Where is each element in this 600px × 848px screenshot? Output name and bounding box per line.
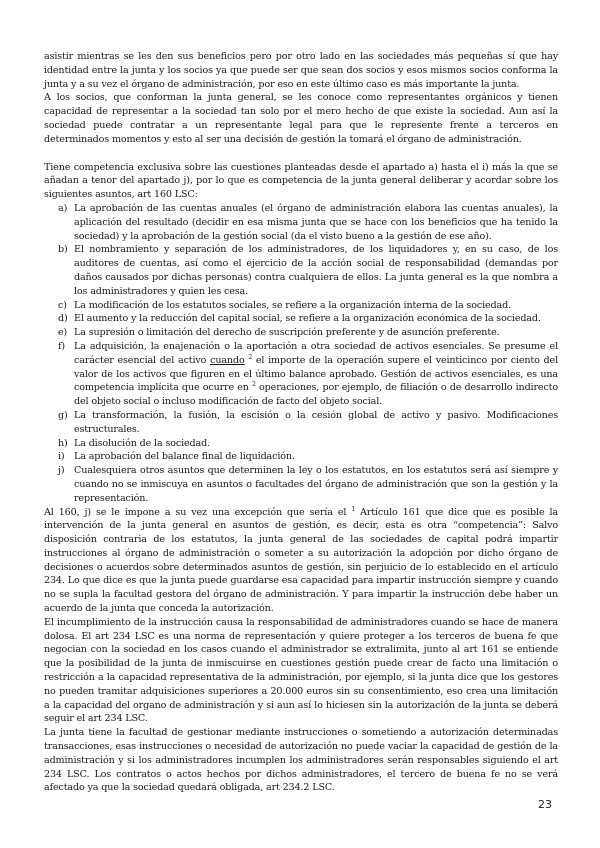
competencias-list <box>44 202 558 506</box>
list-marker: f) <box>58 340 65 352</box>
list-item-text-part: operaciones, por ejemplo, de filiación o de desarrollo indirecto del objeto social o incluso modificación de facto del objeto social. <box>74 382 558 408</box>
list-item-d <box>44 312 558 326</box>
list-item-text: La modificación de los estatutos sociales, se refiere a la organización interna de la sociedad. <box>74 299 511 311</box>
paragraph-incumplimiento: El incumplimiento de la instrucción causa la responsabilidad de administradores cuando se hace de manera dolosa. El art 234 LSC es una norma de representación y quiere proteger a los terceros de buena fe que negocian con la sociedad en los casos cuando el administrador se extralimita, junto al art 161 se entiende que la posibilidad de la junta de inmiscuirse en cuestiones gestión puede crear de facto una limitación o restricción a la capacidad representativa de la administración, por ejemplo, si la junta dice que los gestores no pueden tramitar adquisiciones superiores a 20.000 euros sin su consentimiento, eso crea una limitación a la capacidad del organo de administración y si aun así lo hiciesen sin la autorización de la junta se deberá seguir el art 234 LSC. <box>44 616 558 725</box>
paragraph-text-part: Artículo 161 que dice que es posible la intervención de la junta general en asuntos de gestión, es decir, esta es otra “competencia”: Salvo disposición contraria de los estatutos, la junta general de las sociedades de capital podrá impartir instrucciones al órgano de administración o someter a su autorización la adopción por dicho órgano de decisiones o acuerdos sobre determinados asuntos de gestión, sin perjuicio de lo establecido en el artículo 234. Lo que dice es que la junta puede guardarse esa capacidad para impartir instrucción siempre y cuando no se supla la facultad gestora del órgano de administración. Y para impartir la instrucción debe haber un acuerdo de la junta que conceda la autorización. <box>44 506 558 615</box>
list-item-text: La supresión o limitación del derecho de suscripción preferente y de asunción preferente. <box>74 327 500 339</box>
list-item-text-part: La adquisición, la enajenación o la aportación a otra sociedad de activos esenciales. Se presume el carácter esencial del activo <box>74 340 558 366</box>
list-marker: j) <box>58 465 65 477</box>
paragraph-representantes-organicos: A los socios, que conforman la junta general, se les conoce como representantes orgánicos y tienen capacidad de representar a la sociedad tan solo por el mero hecho de que existe la sociedad. Aun así la sociedad puede contratar a un representante legal para que le represente frente a terceros en determinados momentos y esto al ser una decisión de gestión la tomará el órgano de administración. <box>44 92 558 145</box>
list-marker: a) <box>58 202 68 214</box>
list-item-h <box>44 437 558 451</box>
competencias-section <box>44 161 558 506</box>
list-item-b <box>44 243 558 298</box>
list-marker: g) <box>58 409 68 421</box>
competencias-intro: Tiene competencia exclusiva sobre las cuestiones planteadas desde el apartado a) hasta el i) más la que se añadan a tenor del apartado j), por lo que es competencia de la junta general deliberar y acordar sobre los siguientes asuntos, art 160 LSC: <box>44 161 558 201</box>
list-marker: d) <box>58 313 68 325</box>
document-page <box>44 50 558 795</box>
list-item-text: El aumento y la reducción del capital social, se refiere a la organización económica de la sociedad. <box>74 313 541 325</box>
list-item-j <box>44 464 558 505</box>
list-item-c <box>44 299 558 313</box>
list-marker: c) <box>58 299 67 311</box>
list-item-text: La aprobación de las cuentas anuales (el órgano de administración elabora las cuentas anuales), la aplicación del resultado (decidir en esa misma junta que se hace con los beneficios que ha tenido la sociedad) y la aprobación de la gestión social (da el visto bueno a la gestión de ese año). <box>74 202 558 242</box>
list-marker: b) <box>58 244 68 256</box>
list-item-text-part: el importe de la operación supere el veinticinco por ciento del valor de los activos que figuren en el último balance aprobado. Gestión de activos esenciales, es una competencia implícita que ocurre en <box>74 354 558 394</box>
list-item-text: La aprobación del balance final de liquidación. <box>74 451 295 463</box>
list-item-text <box>74 341 558 407</box>
list-marker: i) <box>58 451 65 463</box>
list-marker: e) <box>58 327 68 339</box>
list-marker: h) <box>58 437 68 449</box>
list-item-text: El nombramiento y separación de los administradores, de los liquidadores y, en su caso, de los auditores de cuentas, así como el ejercicio de la acción social de responsabilidad (demandas por daños causados por dichas personas) contra cualquiera de ellos. La junta general es la que nombra a los administradores y quien les cesa. <box>74 244 558 297</box>
list-item-a <box>44 202 558 243</box>
paragraph-junta-socios: asistir mientras se les den sus beneficios pero por otro lado en las sociedades más pequeñas sí que hay identidad entre la junta y los socios ya que puede ser que sean dos socios y esos mismos socios conforma la junta y a su vez el órgano de administración, por eso en este último caso es más importante la junta. <box>44 51 558 90</box>
underlined-word: cuando <box>210 354 245 366</box>
paragraph-articulo-161 <box>44 506 558 616</box>
footnote-marker: 2 <box>248 353 253 361</box>
list-item-text: La transformación, la fusión, la escisión o la cesión global de activo y pasivo. Modificaciones estructurales. <box>74 409 558 435</box>
paragraph-facultad-gestion: La junta tiene la facultad de gestionar mediante instrucciones o sometiendo a autorización determinadas transacciones, esas instrucciones o necesidad de autorización no puede vaciar la capacidad de gestión de la administración y si los administradores incumplen los administradores serán responsables siguiendo el art 234 LSC. Los contratos o actos hechos por dichos administradores, el tercero de buena fe no se verá afectado ya que la sociedad quedará obligada, art 234.2 LSC. <box>44 727 558 794</box>
list-item-text: La disolución de la sociedad. <box>74 437 210 449</box>
list-item-e <box>44 326 558 340</box>
list-item-text: Cualesquiera otros asuntos que determinen la ley o los estatutos, en los estatutos será así siempre y cuando no se inmiscuya en asuntos o facultades del órgano de administración que son la gestión y la representación. <box>74 465 558 504</box>
page-number: 23 <box>538 798 552 811</box>
list-item-i <box>44 450 558 464</box>
list-item-g <box>44 409 558 437</box>
paragraph-text-part: Al 160, j) se le impone a su vez una excepción que sería el <box>44 506 352 518</box>
list-item-f <box>44 340 558 409</box>
footnote-marker: 2 <box>252 381 256 389</box>
footnote-marker: 1 <box>351 505 355 513</box>
